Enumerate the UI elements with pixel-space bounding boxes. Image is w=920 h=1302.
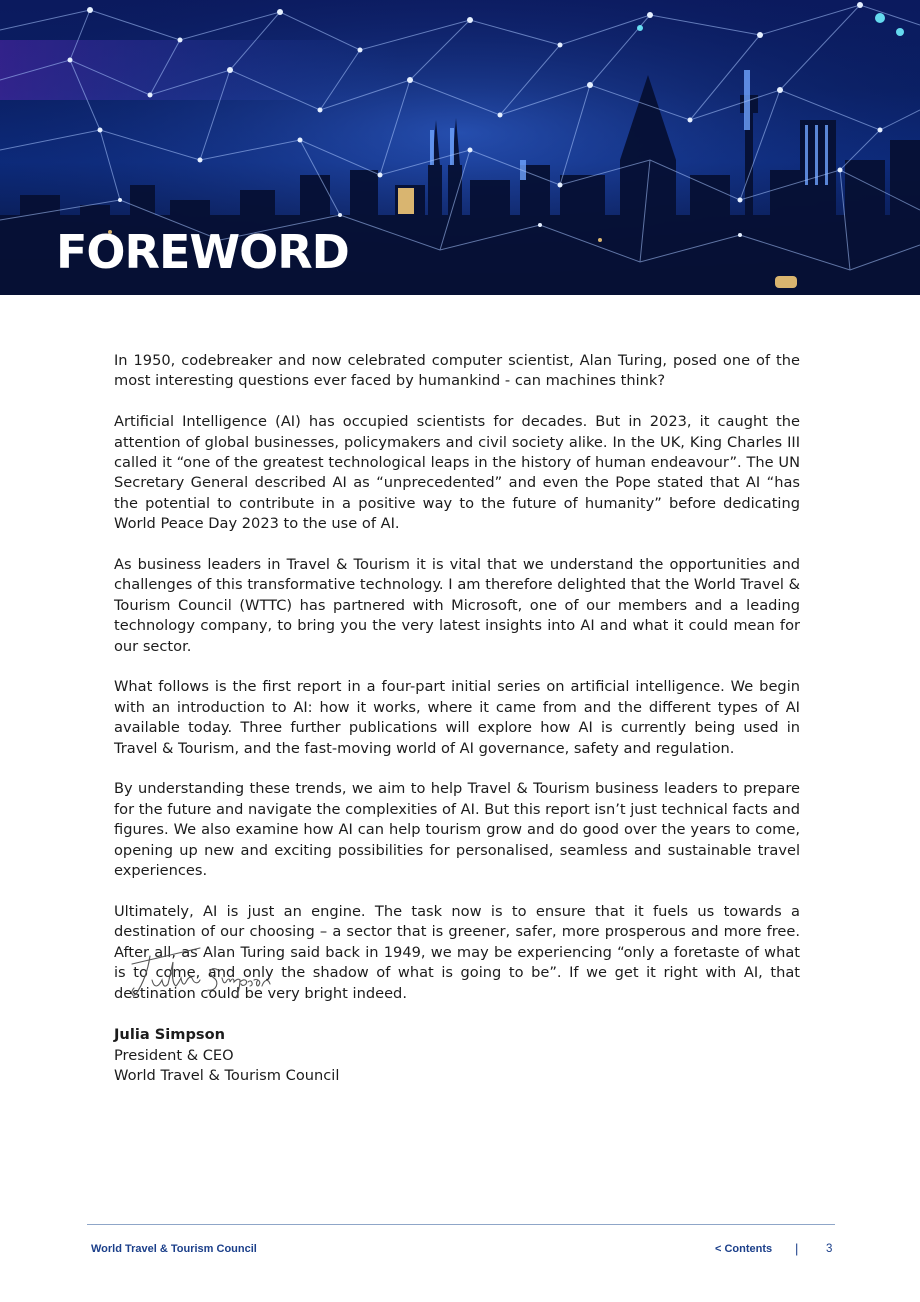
- paragraph: Artificial Intelligence (AI) has occupied scientists for decades. But in 2023, it caught the attention of global businesses, policymakers and civil society alike. In the UK, King Charles III called it “one of the greatest technological leaps in the history of human endeavour”. The UN Secretary General described AI as “unprecedented” and even the Pope stated that AI “has the potential to contribute in a positive way to the future of humanity” before dedicating World Peace Day 2023 to the use of AI.: [114, 413, 800, 533]
- hero-banner: [0, 0, 920, 295]
- signatory-name: Julia Simpson: [114, 1026, 226, 1043]
- signatory-block: [114, 1025, 339, 1087]
- paragraph: As business leaders in Travel & Tourism it is vital that we understand the opportunities and challenges of this transformative technology. I am therefore delighted that the World Travel & Tourism Council (WTTC) has partnered with Microsoft, one of our members and a leading technology company, to bring you the very latest insights into AI and what it could mean for our sector.: [114, 556, 800, 655]
- paragraph: Ultimately, AI is just an engine. The task now is to ensure that it fuels us towards a destination of our choosing – a sector that is greener, safer, more prosperous and more free. After all, as Alan Turing said back in 1949, we may be experiencing “only a foretaste of what is to come, and only the shadow of what is going to be”. If we get it right with AI, that destination could be very bright indeed.: [114, 902, 800, 1002]
- signatory-organization: World Travel & Tourism Council: [114, 1067, 340, 1084]
- contents-link[interactable]: < Contents: [715, 1243, 773, 1255]
- handwritten-signature: [128, 942, 278, 1007]
- foreword-body: [114, 351, 800, 1024]
- paragraph: By understanding these trends, we aim to help Travel & Tourism business leaders to prepare for the future and navigate the complexities of AI. But this report isn’t just technical facts and figures. We also examine how AI can help tourism grow and do good over the years to come, opening up new and exciting possibilities for personalised, seamless and sustainable travel experiences.: [114, 780, 800, 880]
- footer-organization: World Travel & Tourism Council: [91, 1243, 257, 1255]
- paragraph: What follows is the first report in a four-part initial series on artificial intelligence. We begin with an introduction to AI: how it works, where it came from and the different types of AI available today. Three further publications will explore how AI is currently being used in Travel & Tourism, and the fast-moving world of AI governance, safety and regulation.: [114, 678, 800, 757]
- signatory-title: President & CEO: [114, 1046, 234, 1064]
- paragraph: In 1950, codebreaker and now celebrated computer scientist, Alan Turing, posed one of the most interesting questions ever faced by humankind - can machines think?: [114, 352, 800, 390]
- footer-divider: [87, 1224, 835, 1225]
- page-number: 3: [826, 1243, 833, 1255]
- page-title: FOREWORD: [56, 225, 349, 279]
- footer-separator: |: [795, 1241, 799, 1256]
